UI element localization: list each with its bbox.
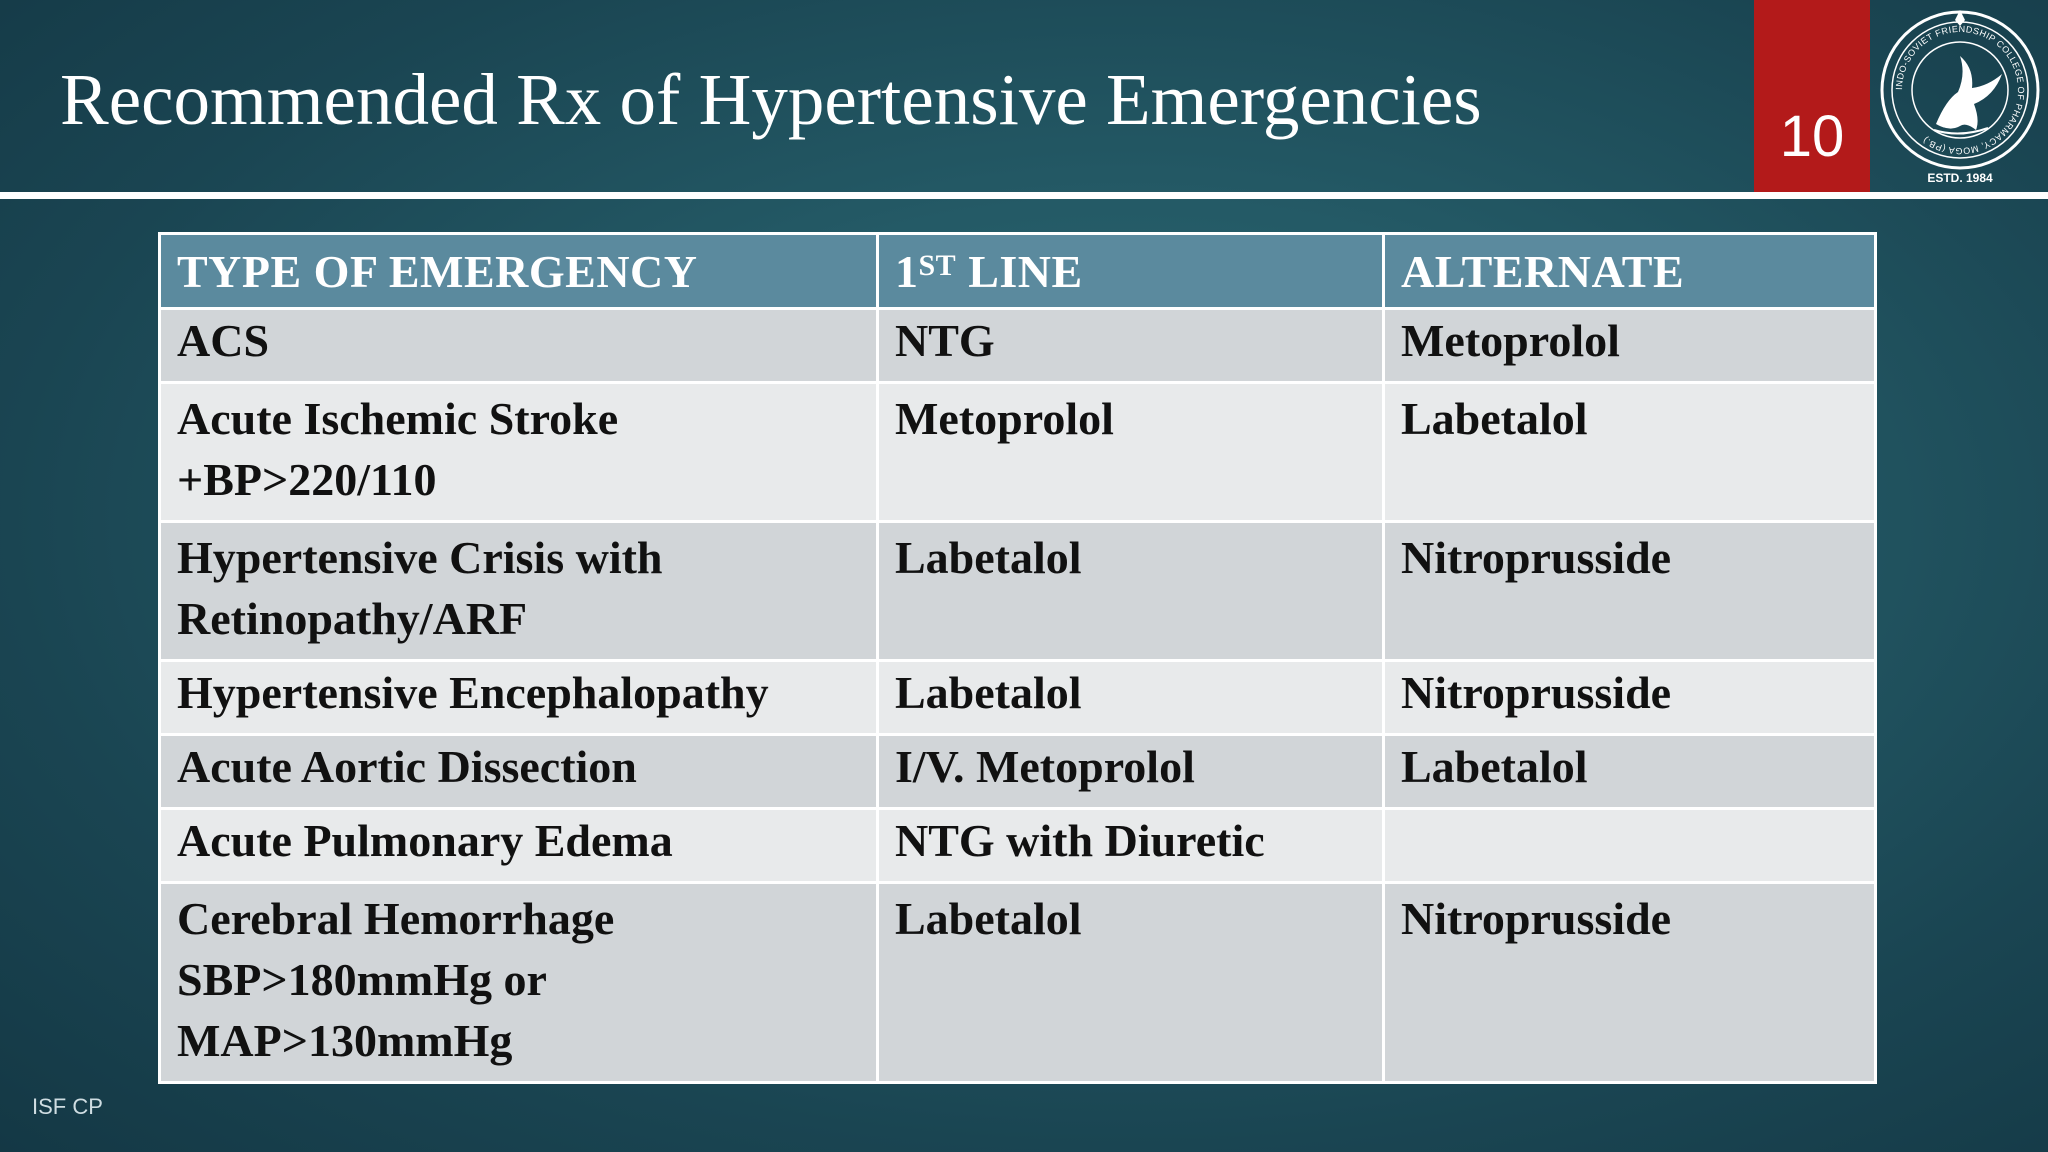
table-header-row [160, 234, 1876, 309]
header-first-line [878, 234, 1384, 309]
table-row [160, 522, 1876, 661]
cell-first-line: Labetalol [878, 522, 1384, 661]
page-number-box [1754, 0, 1870, 192]
cell-type: Hypertensive Crisis with Retinopathy/ARF [160, 522, 878, 661]
cell-first-line: NTG [878, 309, 1384, 383]
college-logo [1876, 4, 2044, 190]
cell-type: Acute Ischemic Stroke +BP>220/110 [160, 383, 878, 522]
hypertensive-emergencies-table [158, 232, 1877, 1084]
cell-alternate: Labetalol [1384, 735, 1876, 809]
cell-alternate: Nitroprusside [1384, 522, 1876, 661]
cell-first-line: I/V. Metoprolol [878, 735, 1384, 809]
title-divider [0, 192, 2048, 199]
header-first-line-text: LINE [956, 245, 1083, 297]
cell-alternate: Nitroprusside [1384, 883, 1876, 1083]
cell-first-line: Labetalol [878, 883, 1384, 1083]
logo-ring-text: INDO-SOVIET FRIENDSHIP COLLEGE OF PHARMACY, MOGA (PB.) [1893, 23, 2027, 157]
header-type-of-emergency: TYPE OF EMERGENCY [160, 234, 878, 309]
table-row [160, 383, 1876, 522]
cell-type: Acute Pulmonary Edema [160, 809, 878, 883]
cell-type: Acute Aortic Dissection [160, 735, 878, 809]
header-alternate: ALTERNATE [1384, 234, 1876, 309]
cell-type: Cerebral Hemorrhage SBP>180mmHg or MAP>130mmHg [160, 883, 878, 1083]
cell-type: Hypertensive Encephalopathy [160, 661, 878, 735]
cell-alternate: Metoprolol [1384, 309, 1876, 383]
cell-first-line: Metoprolol [878, 383, 1384, 522]
table-row [160, 661, 1876, 735]
footer-text: ISF CP [32, 1094, 103, 1119]
slide-title: Recommended Rx of Hypertensive Emergencies [60, 59, 1482, 140]
table-row [160, 883, 1876, 1083]
title-band [0, 0, 2048, 192]
table-row [160, 809, 1876, 883]
header-first-line-num: 1 [895, 245, 919, 297]
page-number: 10 [1779, 104, 1845, 169]
table-row [160, 309, 1876, 383]
cell-first-line: NTG with Diuretic [878, 809, 1384, 883]
table-row [160, 735, 1876, 809]
cell-type: ACS [160, 309, 878, 383]
cell-first-line: Labetalol [878, 661, 1384, 735]
cell-alternate: Labetalol [1384, 383, 1876, 522]
cell-alternate [1384, 809, 1876, 883]
header-first-line-sup: ST [918, 248, 957, 282]
cell-alternate: Nitroprusside [1384, 661, 1876, 735]
logo-estd: ESTD. 1984 [1927, 171, 1993, 185]
